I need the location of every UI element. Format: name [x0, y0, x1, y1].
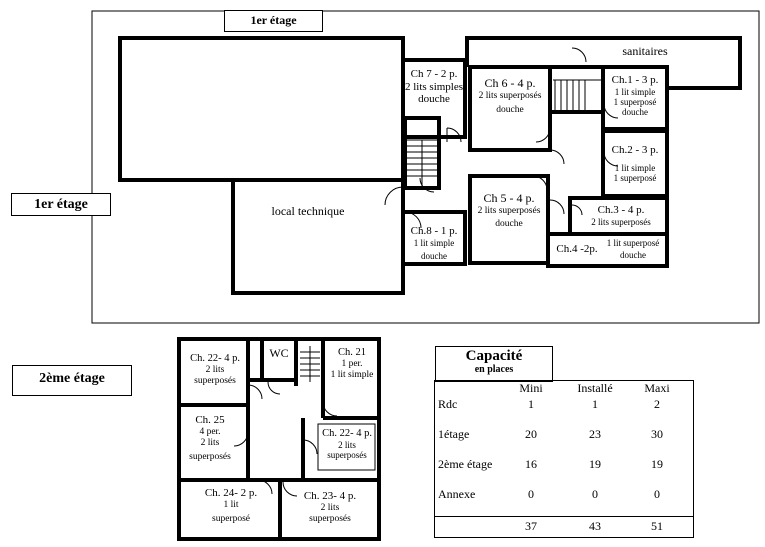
row-label-2eme-etage: 2ème étage [438, 457, 493, 471]
cell-rdc-installe: 1 [592, 397, 598, 411]
cell-2eme-maxi: 19 [651, 457, 663, 471]
row-label-annexe: Annexe [438, 487, 476, 501]
cell-1etage-maxi: 30 [651, 427, 663, 441]
room-ch22b-label: Ch. 22- 4 p. 2 lits superposés [322, 428, 372, 461]
cell-2eme-mini: 16 [525, 457, 537, 471]
cell-1etage-mini: 20 [525, 427, 537, 441]
room-ch8-label: Ch.8 - 1 p. 1 lit simple douche [410, 225, 458, 261]
room-ch22a-label: Ch. 22- 4 p. 2 lits superposés [190, 353, 240, 386]
room-ch25-label: Ch. 25 4 per. 2 lits superposés [189, 414, 231, 463]
room-ch23-label: Ch. 23- 4 p. 2 lits superposés [303, 490, 357, 524]
row-label-1etage: 1étage [438, 427, 470, 441]
room-local-technique-label: local technique [271, 204, 345, 218]
stair-right [550, 67, 603, 112]
room-ch6-label: Ch 6 - 4 p. 2 lits superposés douche [478, 76, 542, 115]
room-ch5-label: Ch 5 - 4 p. 2 lits superposés douche [477, 191, 541, 229]
room-ch21-label: Ch. 21 1 per. 1 lit simple [330, 347, 374, 380]
col-header-installe: Installé [577, 381, 613, 395]
room-ch4-detail: 1 lit superposé douche [606, 238, 660, 261]
capacity-table [434, 380, 694, 538]
floor1-side-label: 1er étage [11, 193, 111, 216]
room-ch4-label: Ch.4 -2p. [556, 243, 598, 255]
room-ch7-label: Ch 7 - 2 p. 2 lits simples douche [404, 68, 464, 106]
room-ch24-label: Ch. 24- 2 p. 1 lit superposé [204, 487, 258, 524]
total-maxi: 51 [651, 519, 663, 533]
room-ch3-label: Ch.3 - 4 p. 2 lits superposés [591, 204, 651, 227]
room-sanitaires-label: sanitaires [622, 44, 668, 58]
room-wc-label: WC [269, 346, 289, 360]
cell-2eme-installe: 19 [589, 457, 601, 471]
cell-annexe-mini: 0 [528, 487, 534, 501]
row-label-rdc: Rdc [438, 397, 458, 411]
floor1-header-label: 1er étage [224, 10, 323, 32]
totals-separator [435, 516, 693, 517]
room-ch2-label: Ch.2 - 3 p. 1 lit simple 1 superposé [611, 144, 659, 183]
cell-rdc-mini: 1 [528, 397, 534, 411]
floor2-stair-steps [300, 346, 320, 382]
total-installe: 43 [589, 519, 601, 533]
total-mini: 37 [525, 519, 537, 533]
cell-1etage-installe: 23 [589, 427, 601, 441]
cell-annexe-installe: 0 [592, 487, 598, 501]
cell-rdc-maxi: 2 [654, 397, 660, 411]
room-large-left [120, 38, 403, 180]
col-header-mini: Mini [519, 381, 543, 395]
capacity-title: Capacité [465, 348, 523, 364]
cell-annexe-maxi: 0 [654, 487, 660, 501]
room-local-technique [233, 180, 403, 293]
capacity-subtitle: en places [474, 364, 514, 375]
room-ch1-label: Ch.1 - 3 p. 1 lit simple 1 superposé douche [611, 74, 659, 118]
capacity-title-box [435, 346, 553, 382]
floor2-side-label: 2ème étage [12, 365, 132, 396]
col-header-maxi: Maxi [644, 381, 670, 395]
